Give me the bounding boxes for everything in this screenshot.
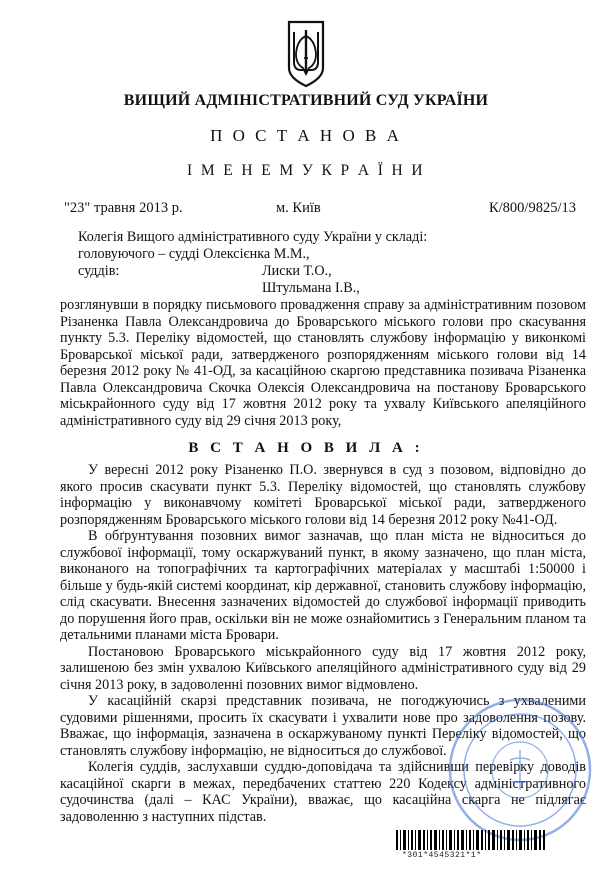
panel-presiding-judge: головуючого – судді Олексієнка М.М., xyxy=(78,246,310,262)
preamble-paragraph xyxy=(60,297,586,429)
trident-emblem-icon xyxy=(283,18,329,88)
paragraph-cassation-appeal: У касаційній скарзі представник позивача, не погоджуючись з ухваленими судовими рішеннями, просить їх скасувати і ухвалити нове про задоволення позову. Вважає, що інформація, зазначена в оскаржуваному пункті Переліку відомостей, що становлять службову інформацію, не відноситься до службової. xyxy=(60,693,586,759)
paragraph-claim: У вересні 2012 року Різаненко П.О. звернувся в суд з позовом, відповідно до якого просив скасувати пункт 5.3. Переліку відомостей, що становлять службову інформацію у виконавчому комітеті Броварської міської ради, затвердженого розпорядженням Броварського міського голови від 14 березня 2012 року №41-ОД. xyxy=(60,462,586,528)
panel-judge-2: Штульмана І.В., xyxy=(262,280,360,296)
panel-intro: Колегія Вищого адміністративного суду України у складі: xyxy=(78,229,428,245)
case-number: К/800/9825/13 xyxy=(488,200,576,216)
paragraph-lower-courts: Постановою Броварського міськрайонного суду від 17 жовтня 2012 року, залишеною без змін ухвалою Київського апеляційного адміністративного суду від 29 січня 2013 року, в задоволенні позовних вимог відмовлено. xyxy=(60,643,586,693)
section-title: В С Т А Н О В И Л А : xyxy=(188,440,424,456)
preamble-text: розглянувши в порядку письмового провадження справу за адміністративним позовом Різаненка Павла Олександровича до Броварського міського голови про скасування пункту 5.3. Переліку відомостей, що становлять службову інформацію у виконкомі Броварської міської ради, затвердженого розпорядженням міського голови від 14 березня 2012 року № 41-ОД, за касаційною скаргою представника позивача Різаненка Павла Олександровича Скочка Олексія Олександровича на постанову Броварського міськрайонного суду від 17 жовтня 2012 року та ухвалу Київського апеляційного адміністративного суду від 29 січня 2013 року, xyxy=(60,297,586,429)
decision-date: "23" травня 2013 р. xyxy=(64,200,183,216)
document-type: П О С Т А Н О В А xyxy=(210,126,402,145)
court-name: ВИЩИЙ АДМІНІСТРАТИВНИЙ СУД УКРАЇНИ xyxy=(123,92,489,109)
barcode-icon xyxy=(396,830,546,850)
barcode-number: *301*4545321*1* xyxy=(402,851,482,860)
court-stamp-icon xyxy=(400,690,600,850)
document-subtitle: І М Е Н Е М У К Р А Ї Н И xyxy=(186,162,426,179)
paragraph-panel-conclusion: Колегія суддів, заслухавши суддю-доповідача та здійснивши перевірку доводів касаційної скарги в межах, передбачених статтею 220 Кодексу адміністративного судочинства (далі – КАС України), вважає, що касаційна скарга не підлягає задоволенню з наступних підстав. xyxy=(60,759,586,825)
paragraph-grounds: В обґрунтування позовних вимог зазначав, що план міста не відноситься до службової інформації, тому оскаржуваний пункт, в якому зазначено, що план міста, виконаного на топографічних та картографічних матеріалах у масштабі 1:50000 і більше у будь-якій системі координат, кір державної, становить службову інформацію, слід скасувати. Внесення зазначених відомостей до службової інформації приводить до порушення його прав, оскільки він не може ознайомитись з Генеральним планом та детальними планами міста Бровари. xyxy=(60,528,586,643)
panel-judge-1: Лиски Т.О., xyxy=(262,263,332,279)
decision-city: м. Київ xyxy=(276,200,321,216)
panel-judges-label: суддів: xyxy=(78,263,120,279)
